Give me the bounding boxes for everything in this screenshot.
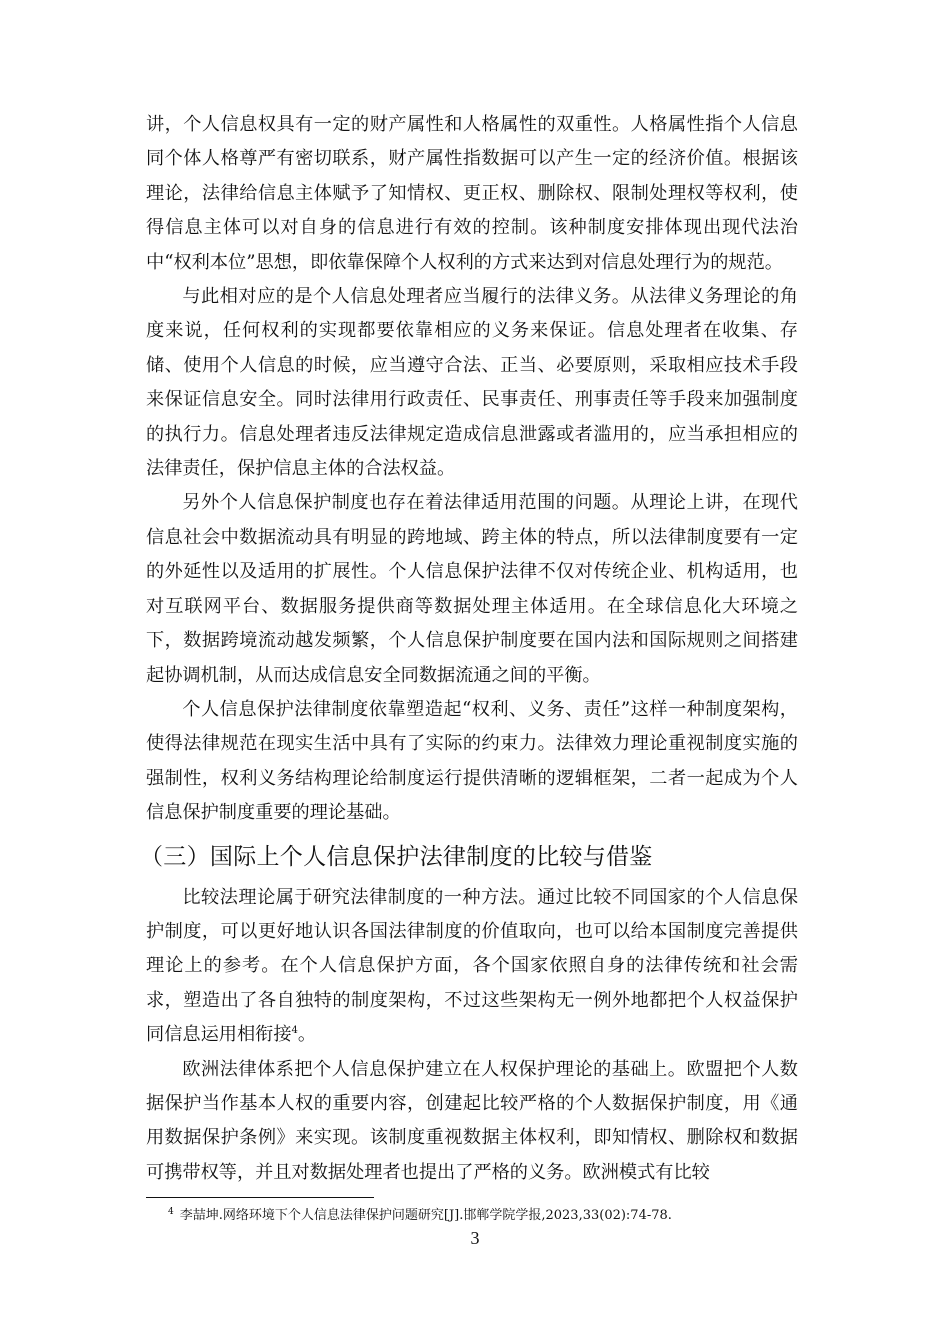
footnote-text: 李喆坤.网络环境下个人信息法律保护问题研究[J].邯郸学院学报,2023,33(02):74-78. [179, 1208, 672, 1223]
section-heading: （三）国际上个人信息保护法律制度的比较与借鉴 [140, 843, 653, 870]
paragraph-comparative-end: 。 [297, 1024, 317, 1046]
footnote-number: 4 [168, 1206, 174, 1217]
paragraph-scope: 另外个人信息保护制度也存在着法律适用范围的问题。从理论上讲，在现代信息社会中数据流动具有明显的跨地域、跨主体的特点，所以法律制度要有一定的外延性以及适用的扩展性。个人信息保护法律不仅对传统企业、机构适用，也对互联网平台、数据服务提供商等数据处理主体适用。在全球信息化大环境之下，数据跨境流动越发频繁，个人信息保护制度要在国内法和国际规则之间搭建起协调机制，从而达成信息安全同数据流通之间的平衡。 [146, 492, 798, 686]
paragraph-continued: 讲，个人信息权具有一定的财产属性和人格属性的双重性。人格属性指个人信息同个体人格尊严有密切联系，财产属性指数据可以产生一定的经济价值。根据该理论，法律给信息主体赋予了知情权、更正权、删除权、限制处理权等权利，使得信息主体可以对自身的信息进行有效的控制。该种制度安排体现出现代法治中“权利本位”思想，即依靠保障个人权利的方式来达到对信息处理行为的规范。 [146, 114, 798, 273]
paragraph-comparative-law [146, 881, 798, 1053]
body-text [140, 108, 798, 1190]
page-number: 3 [470, 1228, 480, 1248]
paragraph-comparative-text: 比较法理论属于研究法律制度的一种方法。通过比较不同国家的个人信息保护制度，可以更好地认识各国法律制度的价值取向，也可以给本国制度完善提供理论上的参考。在个人信息保护方面，各个国家依照自身的法律传统和社会需求，塑造出了各自独特的制度架构，不过这些架构无一例外地都把个人权益保护同信息运用相衔接 [146, 886, 798, 1046]
paragraph-structure: 个人信息保护法律制度依靠塑造起“权利、义务、责任”这样一种制度架构，使得法律规范在现实生活中具有了实际的约束力。法律效力理论重视制度实施的强制性，权利义务结构理论给制度运行提供清晰的逻辑框架，二者一起成为个人信息保护制度重要的理论基础。 [146, 698, 798, 824]
paragraph-legal-obligation: 与此相对应的是个人信息处理者应当履行的法律义务。从法律义务理论的角度来说，任何权利的实现都要依靠相应的义务来保证。信息处理者在收集、存储、使用个人信息的时候，应当遵守合法、正当、必要原则，采取相应技术手段来保证信息安全。同时法律用行政责任、民事责任、刑事责任等手段来加强制度的执行力。信息处理者违反法律规定造成信息泄露或者滥用的，应当承担相应的法律责任，保护信息主体的合法权益。 [146, 286, 798, 480]
footnote-reference[interactable]: 4 [291, 1025, 298, 1037]
footnote-divider [146, 1197, 374, 1198]
paragraph-europe: 欧洲法律体系把个人信息保护建立在人权保护理论的基础上。欧盟把个人数据保护当作基本人权的重要内容，创建起比较严格的个人数据保护制度，用《通用数据保护条例》来实现。该制度重视数据主体权利，即知情权、删除权和数据可携带权等，并且对数据处理者也提出了严格的义务。欧洲模式有比较 [146, 1058, 798, 1183]
footnote [168, 1206, 808, 1226]
